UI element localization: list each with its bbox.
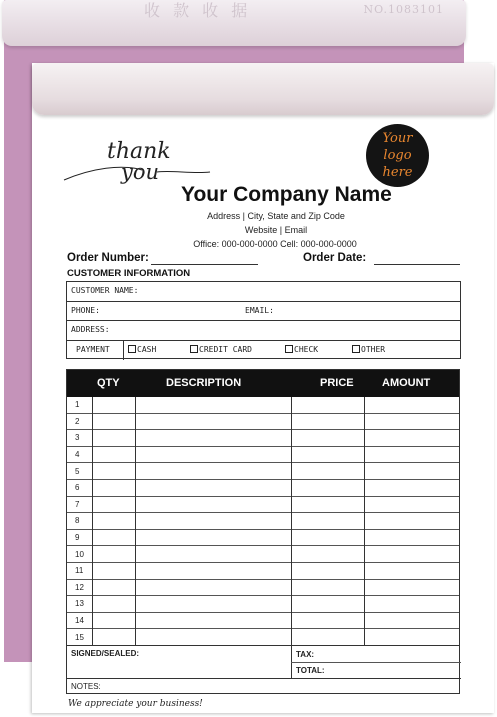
order-date-line[interactable]: [374, 264, 460, 265]
row-number: 12: [75, 582, 84, 592]
row-number: 8: [75, 516, 80, 526]
payment-row: [67, 341, 460, 361]
payment-cash[interactable]: [128, 345, 156, 354]
notes-divider: [67, 678, 461, 679]
payment-label: PAYMENT: [76, 344, 110, 354]
company-website: Website | Email: [244, 225, 308, 235]
order-date-label: Order Date:: [303, 252, 367, 264]
table-row[interactable]: [67, 463, 459, 480]
col-divider-qty: [135, 397, 136, 646]
form-footer: [66, 646, 460, 694]
phone-email-row[interactable]: [67, 302, 460, 322]
other-checkbox[interactable]: [352, 345, 360, 353]
table-row[interactable]: [67, 414, 459, 431]
row-number: 10: [75, 549, 84, 559]
company-name: Your Company Name: [181, 183, 392, 206]
payment-other[interactable]: [352, 345, 385, 354]
table-row[interactable]: [67, 397, 459, 414]
phone-label: PHONE:: [71, 305, 100, 315]
company-phone: Office: 000-000-0000 Cell: 000-000-0000: [193, 239, 357, 249]
greeting-you: you: [121, 160, 160, 184]
table-row[interactable]: [67, 480, 459, 497]
logo-placeholder: [366, 124, 429, 187]
cash-checkbox[interactable]: [128, 345, 136, 353]
check-checkbox[interactable]: [285, 345, 293, 353]
column-amount: AMOUNT: [382, 377, 431, 389]
greeting-thank: thank: [107, 139, 171, 164]
customer-name-label: CUSTOMER NAME:: [71, 286, 139, 295]
cash-label: CASH: [137, 344, 157, 354]
column-description: DESCRIPTION: [166, 377, 242, 389]
items-table-body: [67, 397, 459, 646]
signed-sealed-label[interactable]: SIGNED/SEALED:: [71, 649, 140, 658]
items-table: [66, 369, 460, 646]
row-number: 14: [75, 616, 84, 626]
row-number: 3: [75, 433, 80, 443]
row-number: 9: [75, 533, 80, 543]
col-divider-description: [291, 397, 292, 646]
customer-info-box: [66, 281, 461, 359]
customer-name-row[interactable]: [67, 282, 460, 302]
back-sheet-title: 收 款 收 据: [144, 0, 252, 20]
row-number: 15: [75, 632, 84, 642]
table-row[interactable]: [67, 530, 459, 547]
table-row[interactable]: [67, 596, 459, 613]
col-divider-price: [364, 397, 365, 646]
items-table-header: [67, 370, 459, 397]
logo-text: Your logo here: [382, 131, 413, 180]
address-row[interactable]: [67, 321, 460, 341]
table-row[interactable]: [67, 513, 459, 530]
order-number-label: Order Number:: [67, 252, 149, 264]
customer-info-title: CUSTOMER INFORMATION: [67, 268, 191, 279]
address-label: ADDRESS:: [71, 325, 110, 334]
row-number: 13: [75, 599, 84, 609]
column-qty: QTY: [97, 377, 120, 389]
row-number: 6: [75, 483, 80, 493]
back-sheet-header: [24, 0, 464, 18]
row-number: 1: [75, 400, 80, 410]
column-price: PRICE: [320, 377, 354, 389]
table-row[interactable]: [67, 430, 459, 447]
col-divider-number: [92, 397, 93, 646]
row-number: 7: [75, 499, 80, 509]
order-number-line[interactable]: [151, 264, 258, 265]
credit-card-label: CREDIT CARD: [199, 344, 252, 354]
row-number: 2: [75, 416, 80, 426]
table-row[interactable]: [67, 497, 459, 514]
closing-message: We appreciate your business!: [68, 699, 203, 709]
row-number: 4: [75, 450, 80, 460]
table-row[interactable]: [67, 546, 459, 563]
table-row[interactable]: [67, 613, 459, 630]
back-sheet-number: NO.1083101: [363, 2, 444, 16]
credit-card-checkbox[interactable]: [190, 345, 198, 353]
table-row[interactable]: [67, 447, 459, 464]
email-label: EMAIL:: [245, 305, 274, 315]
payment-credit-card[interactable]: [190, 345, 252, 354]
row-number: 5: [75, 466, 80, 476]
total-label[interactable]: TOTAL:: [296, 666, 325, 675]
tax-label[interactable]: TAX:: [296, 650, 315, 659]
notes-label[interactable]: NOTES:: [71, 682, 101, 691]
row-number: 11: [75, 566, 84, 576]
tax-divider: [291, 662, 461, 663]
check-label: CHECK: [294, 344, 319, 354]
pad-binding-strip: [32, 63, 494, 115]
other-label: OTHER: [361, 344, 386, 354]
table-row[interactable]: [67, 580, 459, 597]
company-address: Address | City, State and Zip Code: [207, 211, 345, 221]
table-row[interactable]: [67, 563, 459, 580]
payment-check[interactable]: [285, 345, 318, 354]
table-row[interactable]: [67, 629, 459, 646]
payment-divider: [123, 341, 124, 361]
